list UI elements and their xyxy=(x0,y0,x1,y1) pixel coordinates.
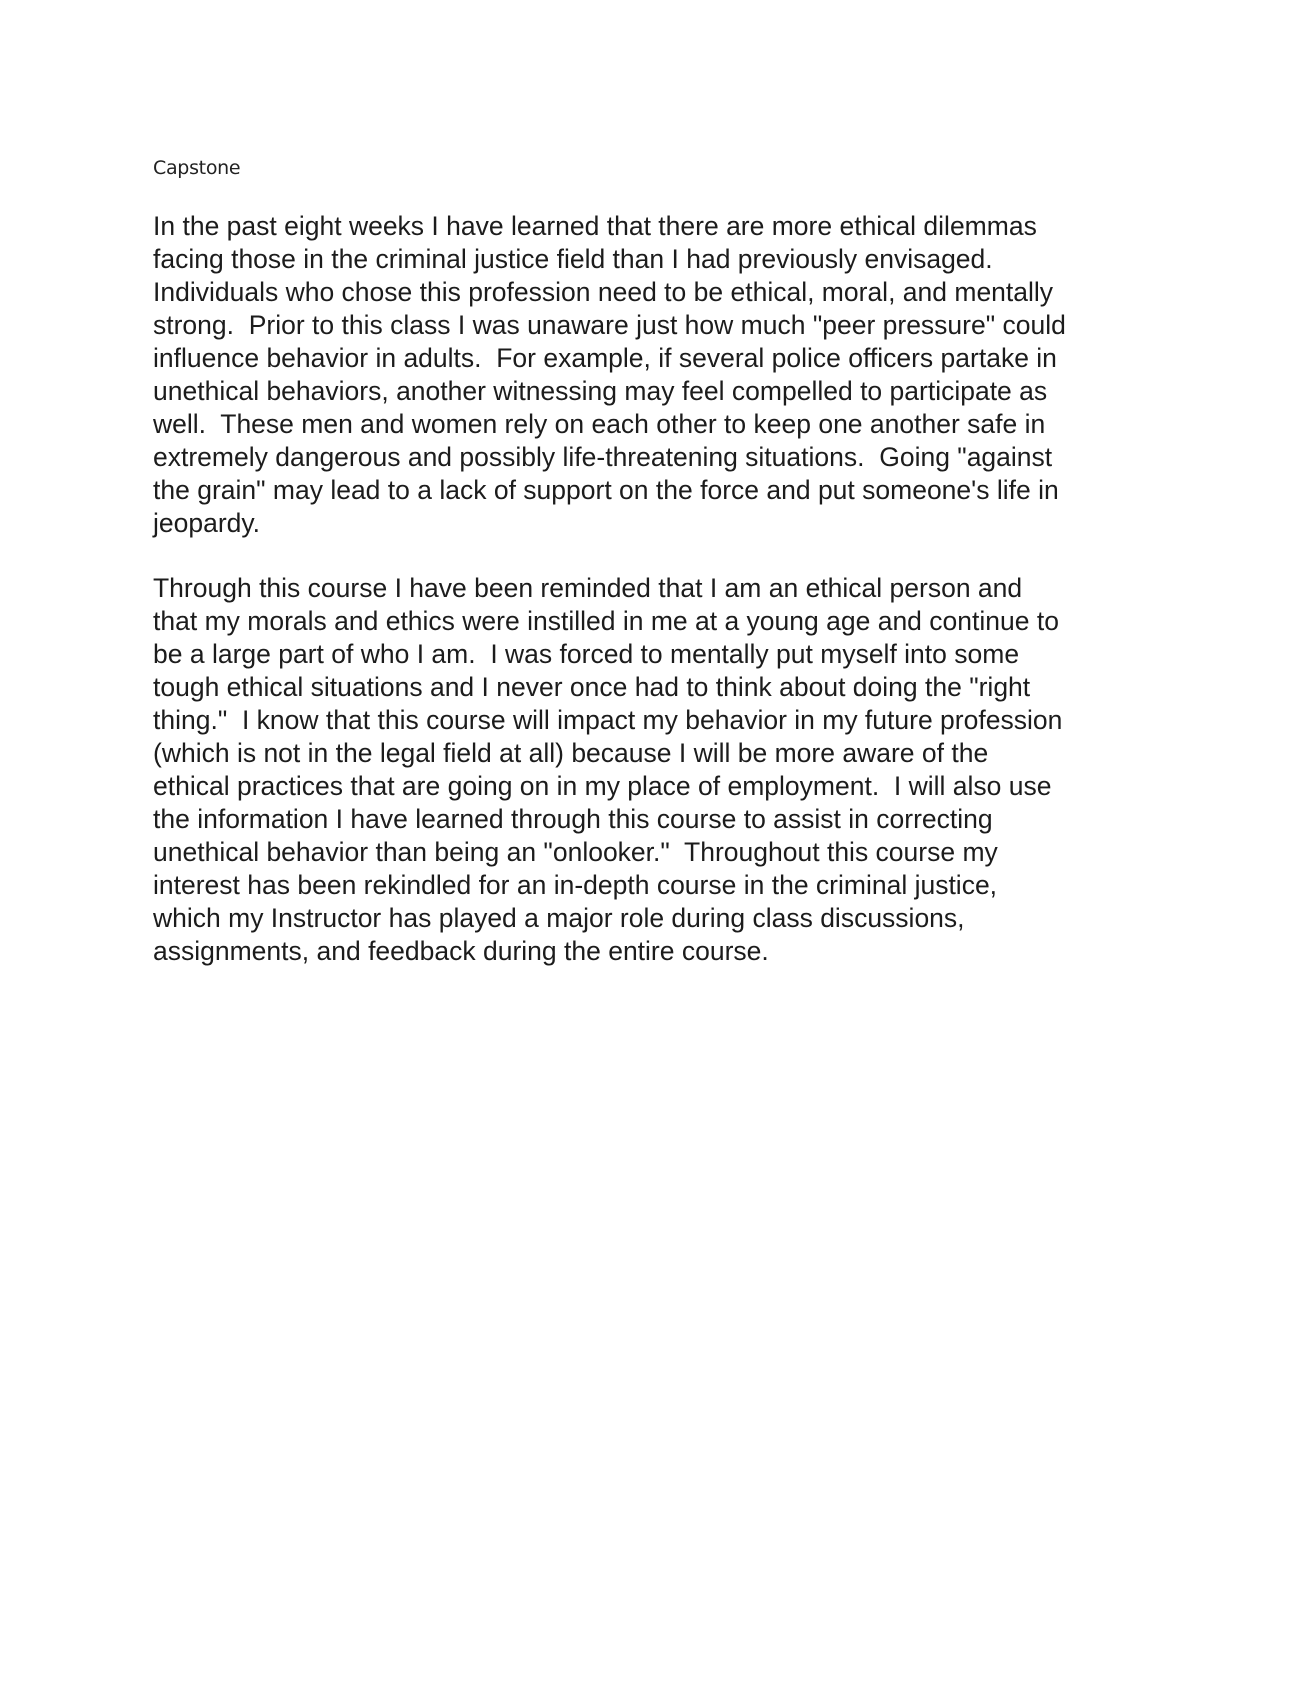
text-line: jeopardy. xyxy=(153,508,261,538)
document-body xyxy=(153,210,1163,1000)
text-line: interest has been rekindled for an in-depth course in the criminal justice, xyxy=(153,870,998,900)
paragraph-1 xyxy=(153,210,1163,540)
text-line: thing." I know that this course will impact my behavior in my future profession xyxy=(153,705,1063,735)
text-line: be a large part of who I am. I was forced to mentally put myself into some xyxy=(153,639,1020,669)
text-line: the information I have learned through this course to assist in correcting xyxy=(153,804,993,834)
paragraph-2 xyxy=(153,572,1163,968)
text-line: assignments, and feedback during the entire course. xyxy=(153,936,769,966)
text-line: well. These men and women rely on each other to keep one another safe in xyxy=(153,409,1046,439)
text-line: (which is not in the legal field at all) because I will be more aware of the xyxy=(153,738,989,768)
text-line: facing those in the criminal justice field than I had previously envisaged. xyxy=(153,244,993,274)
text-line: influence behavior in adults. For example, if several police officers partake in xyxy=(153,343,1057,373)
text-line: the grain" may lead to a lack of support on the force and put someone's life in xyxy=(153,475,1059,505)
text-line: tough ethical situations and I never once had to think about doing the "right xyxy=(153,672,1031,702)
text-line: In the past eight weeks I have learned that there are more ethical dilemmas xyxy=(153,211,1037,241)
document-header: Capstone xyxy=(153,157,241,179)
text-line: Individuals who chose this profession need to be ethical, moral, and mentally xyxy=(153,277,1054,307)
text-line: which my Instructor has played a major role during class discussions, xyxy=(153,903,965,933)
text-line: ethical practices that are going on in my place of employment. I will also use xyxy=(153,771,1052,801)
text-line: extremely dangerous and possibly life-threatening situations. Going "against xyxy=(153,442,1053,472)
text-line: that my morals and ethics were instilled in me at a young age and continue to xyxy=(153,606,1059,636)
text-line: Through this course I have been reminded that I am an ethical person and xyxy=(153,573,1023,603)
text-line: unethical behavior than being an "onlooker." Throughout this course my xyxy=(153,837,998,867)
text-line: unethical behaviors, another witnessing may feel compelled to participate as xyxy=(153,376,1048,406)
text-line: strong. Prior to this class I was unaware just how much "peer pressure" could xyxy=(153,310,1066,340)
